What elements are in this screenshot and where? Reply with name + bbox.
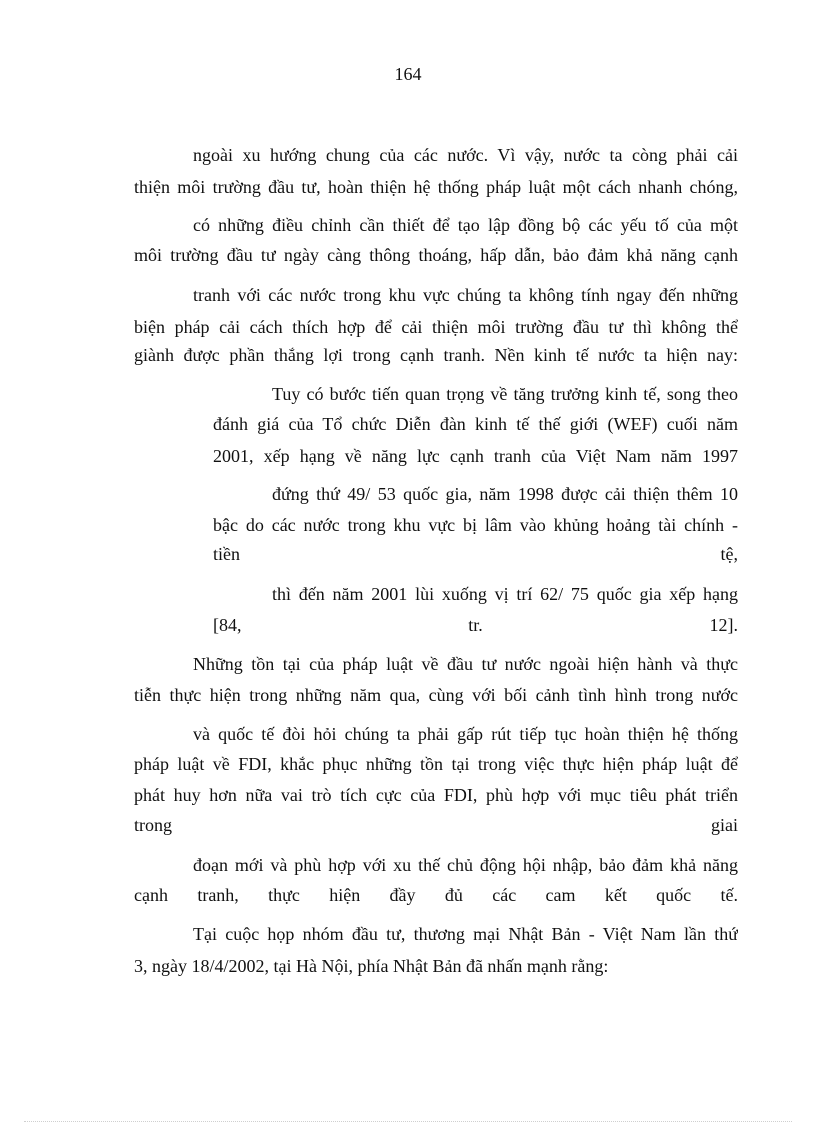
quote-line: thì đến năm 2001 lùi xuống vị trí 62/ 75 quốc gia xếp hạng — [272, 584, 738, 604]
text-line: pháp luật về FDI, khắc phục những tồn tại trong việc thực hiện pháp luật để — [134, 754, 738, 774]
page-number: 164 — [394, 64, 422, 84]
text-line: có những điều chỉnh cần thiết để tạo lập đồng bộ các yếu tố của một — [193, 215, 738, 235]
text-line: đoạn mới và phù hợp với xu thế chủ động hội nhập, bảo đảm khả năng — [193, 855, 738, 875]
text-line: thiện môi trường đầu tư, hoàn thiện hệ thống pháp luật một cách nhanh chóng, — [134, 177, 738, 197]
quote-line: Tuy có bước tiến quan trọng về tăng trưởng kinh tế, song theo — [272, 384, 738, 404]
text-line: và quốc tế đòi hỏi chúng ta phải gấp rút tiếp tục hoàn thiện hệ thống — [193, 724, 738, 744]
quote-line: bậc do các nước trong khu vực bị lâm vào khủng hoảng tài chính - — [213, 515, 738, 535]
text-line: môi trường đầu tư ngày càng thông thoáng, hấp dẫn, bảo đảm khả năng cạnh — [134, 245, 738, 265]
quote-line: [84, tr. 12]. — [213, 615, 738, 635]
text-line: giành được phần thắng lợi trong cạnh tranh. Nền kinh tế nước ta hiện nay: — [134, 345, 738, 365]
quote-line: đứng thứ 49/ 53 quốc gia, năm 1998 được cải thiện thêm 10 — [272, 484, 738, 504]
quote-line: 2001, xếp hạng về năng lực cạnh tranh của Việt Nam năm 1997 — [213, 446, 738, 466]
text-line: trong giai — [134, 815, 738, 835]
text-line: phát huy hơn nữa vai trò tích cực của FDI, phù hợp với mục tiêu phát triển — [134, 785, 738, 805]
text-line: ngoài xu hướng chung của các nước. Vì vậy, nước ta còng phải cải — [193, 145, 738, 165]
quote-line: tiền tệ, — [213, 544, 738, 564]
text-line: Tại cuộc họp nhóm đầu tư, thương mại Nhật Bản - Việt Nam lần thứ — [193, 924, 738, 944]
text-line: cạnh tranh, thực hiện đầy đủ các cam kết quốc tế. — [134, 885, 738, 905]
page-bottom-rule — [24, 1121, 792, 1122]
text-line: tiễn thực hiện trong những năm qua, cùng với bối cảnh tình hình trong nước — [134, 685, 738, 705]
text-line: biện pháp cải cách thích hợp để cải thiện môi trường đầu tư thì không thể — [134, 317, 738, 337]
text-line: 3, ngày 18/4/2002, tại Hà Nội, phía Nhật Bản đã nhấn mạnh rằng: — [134, 956, 609, 976]
text-line: tranh với các nước trong khu vực chúng ta không tính ngay đến những — [193, 285, 738, 305]
quote-line: đánh giá của Tổ chức Diễn đàn kinh tế thế giới (WEF) cuối năm — [213, 414, 738, 434]
text-line: Những tồn tại của pháp luật về đầu tư nước ngoài hiện hành và thực — [193, 654, 738, 674]
